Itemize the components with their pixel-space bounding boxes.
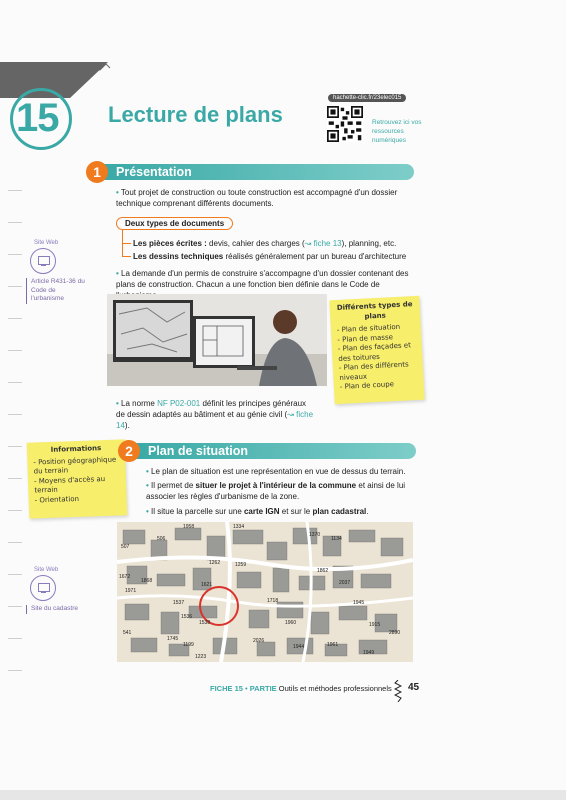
map-label: 1538: [199, 620, 211, 626]
fiche-13-link[interactable]: fiche 13: [313, 239, 342, 248]
types-label: Deux types de documents: [116, 217, 233, 230]
map-label: 506: [157, 536, 166, 542]
architect-photo: [107, 294, 327, 386]
map-label: 1536: [181, 614, 193, 620]
page-title: Lecture de plans: [108, 102, 283, 127]
site-web-label: Site Web: [34, 240, 59, 246]
section2-title: Plan de situation: [148, 444, 249, 458]
map-label: 1370: [309, 532, 321, 538]
section2-number: 2: [118, 440, 140, 462]
sticky-informations: [27, 439, 128, 518]
monitor-icon: [30, 248, 56, 274]
fiche-14-link[interactable]: fiche 14: [116, 410, 314, 430]
section2-p3: • Il situe la parcelle sur une carte IGN et sur le plan cadastral.: [146, 507, 369, 516]
norme-text: • La norme NF P02-001 définit les principes généraux de dessin adaptés au bâtiment et au génie civil (↝ fiche 14).: [116, 399, 314, 430]
type-drawings: Les dessins techniques réalisés généralement par un bureau d'architecture: [133, 252, 407, 261]
monitor-icon: [30, 575, 56, 601]
section1-bar: [102, 164, 414, 180]
map-label: 1672: [119, 574, 131, 580]
section2-bar: [134, 443, 416, 459]
section1-number: 1: [86, 161, 108, 183]
map-label: 1621: [201, 582, 213, 588]
qr-url[interactable]: hachette-clic.fr/23elec015: [328, 94, 406, 102]
map-label: 1134: [331, 536, 342, 542]
sticky-info-item: - Position géographique du terrain: [33, 455, 117, 476]
arrow-line-1: [122, 230, 131, 244]
map-label: 1537: [173, 600, 185, 606]
cadastral-map: [117, 522, 413, 662]
sticky-plan-types: [329, 296, 424, 405]
site-web-2-note: Site du cadastre: [26, 605, 85, 614]
map-label: 1961: [327, 642, 339, 648]
map-label: 1949: [363, 650, 375, 656]
footer-squiggle-icon: [394, 680, 402, 702]
map-label: 2037: [339, 580, 351, 586]
sticky-info-item: - Orientation: [34, 494, 80, 504]
map-label: 1718: [267, 598, 279, 604]
sticky-plans-item: - Plan de masse: [337, 332, 394, 344]
sticky-plans-item: - Plan de coupe: [339, 380, 395, 391]
sticky-plans-title: Différents types de plans: [336, 300, 413, 321]
sticky-info-item: - Moyens d'accès au terrain: [33, 474, 106, 495]
map-label: 1259: [235, 562, 247, 568]
sticky-plans-item: - Plan des différents niveaux: [338, 360, 409, 382]
section1-title: Présentation: [116, 165, 192, 179]
map-label: 1862: [317, 568, 329, 574]
page-number: 45: [408, 682, 420, 693]
section1-intro: • Tout projet de construction ou toute construction est accompagné d'un dossier technique comprenant différents documents.: [116, 188, 398, 208]
chapter-number: 15: [16, 96, 59, 140]
map-label: 1745: [167, 636, 179, 642]
map-label: 1262: [209, 560, 221, 566]
map-label: 1971: [125, 588, 137, 594]
map-label: 1915: [369, 622, 381, 628]
page-bottom-edge: [0, 790, 566, 800]
map-drawing: [117, 522, 413, 662]
map-label: 1199: [183, 642, 194, 648]
site-web-2[interactable]: [26, 567, 86, 614]
map-label: 1945: [353, 600, 365, 606]
map-label: 1868: [141, 578, 153, 584]
type-written: Les pièces écrites : devis, cahier des charges (↝ fiche 13), planning, etc.: [133, 239, 397, 248]
permis-text: • La demande d'un permis de construire s'accompagne d'un dossier contenant des plans de construction. Chacun a une fonction bien définie dans le Code de: [116, 269, 409, 289]
header-stripe: [0, 60, 130, 100]
sticky-info-title: Informations: [50, 444, 102, 454]
sticky-plans-item: - Plan des façades et des toitures: [337, 341, 412, 363]
map-label: 1944: [293, 644, 305, 650]
map-label: 1958: [183, 524, 195, 530]
site-web-1-note: Article R431-36 du Code de l'urbanisme: [26, 278, 85, 304]
map-label: 2890: [389, 630, 401, 636]
arrow-line-2: [122, 243, 131, 257]
sticky-plans-item: - Plan de situation: [336, 322, 401, 335]
photo-illustration: [107, 294, 327, 386]
qr-caption: Retrouvez ici vos ressources numériques: [372, 119, 422, 144]
site-web-label: Site Web: [34, 567, 59, 573]
section2-p2: • Il permet de situer le projet à l'intérieur de la commune et ainsi de lui associer les règles d'urbanisme de la zone.: [146, 481, 406, 501]
map-label: 1334: [233, 524, 245, 530]
map-label: 2026: [253, 638, 265, 644]
map-label: 541: [123, 630, 132, 636]
section2-p1: • Le plan de situation est une représentation en vue de dessus du terrain.: [146, 467, 406, 476]
site-web-1[interactable]: [26, 240, 86, 304]
map-label: 507: [121, 544, 130, 550]
map-label: 1223: [195, 654, 207, 660]
qr-code-icon[interactable]: [327, 106, 363, 142]
footer-line: FICHE 15 • PARTIE Outils et méthodes professionnels: [210, 684, 392, 693]
footer-fiche: FICHE 15: [210, 684, 243, 693]
map-label: 1960: [285, 620, 297, 626]
